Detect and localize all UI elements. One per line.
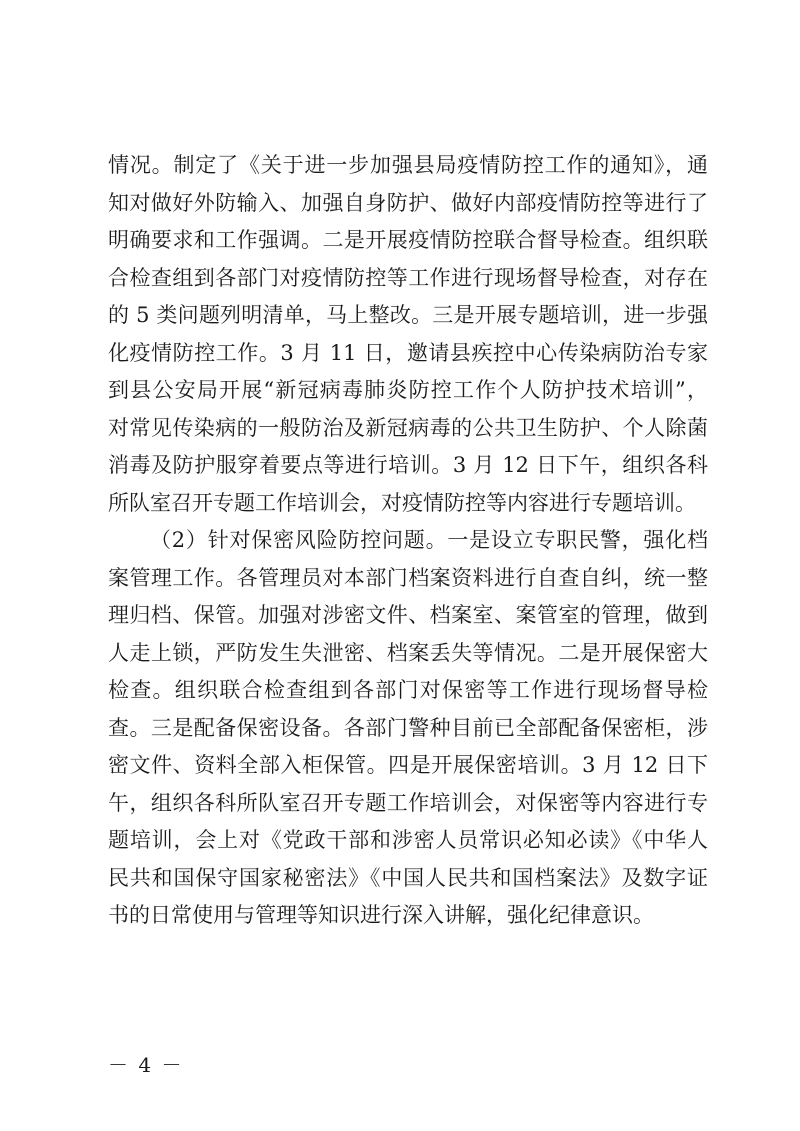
text-line: 情况。制定了《关于进一步加强县局疫情防控工作的通知》，通 xyxy=(108,153,708,177)
text-line: 密文件、资料全部入柜保管。四是开展保密培训。3 月 12 日下 xyxy=(108,753,708,777)
text-line: 化疫情防控工作。3 月 11 日，邀请县疾控中心传染病防治专家 xyxy=(108,340,708,365)
text-line: 所队室召开专题工作培训会，对疫情防控等内容进行专题培训。 xyxy=(108,490,696,515)
text-line: 合检查组到各部门对疫情防控等工作进行现场督导检查，对存在 xyxy=(108,265,708,290)
document-body xyxy=(108,147,708,935)
text-line: 理归档、保管。加强对涉密文件、档案室、案管室的管理，做到 xyxy=(108,603,708,627)
text-line: 查。三是配备保密设备。各部门警种目前已全部配备保密柜，涉 xyxy=(108,715,708,740)
text-line: 明确要求和工作强调。二是开展疫情防控联合督导检查。组织联 xyxy=(108,228,708,252)
text-line: 的 5 类问题列明清单，马上整改。三是开展专题培训，进一步强 xyxy=(108,303,708,327)
text-line: 对常见传染病的一般防治及新冠病毒的公共卫生防护、个人除菌 xyxy=(108,415,708,440)
text-line: 书的日常使用与管理等知识进行深入讲解，强化纪律意识。 xyxy=(108,903,654,927)
paragraph-2 xyxy=(108,522,708,935)
text-line: 到县公安局开展“新冠病毒肺炎防控工作个人防护技术培训”， xyxy=(108,378,708,402)
text-line: 案管理工作。各管理员对本部门档案资料进行自查自纠，统一整 xyxy=(108,565,708,590)
paragraph-1 xyxy=(108,147,708,522)
text-line: 午，组织各科所队室召开专题工作培训会，对保密等内容进行专 xyxy=(108,790,708,815)
page-number: － 4 － xyxy=(108,1053,184,1077)
text-line: 题培训，会上对《党政干部和涉密人员常识必知必读》《中华人 xyxy=(108,828,708,852)
text-line: 民共和国保守国家秘密法》《中国人民共和国档案法》及数字证 xyxy=(108,865,708,890)
text-line: （2）针对保密风险防控问题。一是设立专职民警，强化档 xyxy=(150,528,708,552)
text-line: 消毒及防护服穿着要点等进行培训。3 月 12 日下午，组织各科 xyxy=(108,453,708,477)
text-line: 人走上锁，严防发生失泄密、档案丢失等情况。二是开展保密大 xyxy=(108,640,708,665)
text-line: 检查。组织联合检查组到各部门对保密等工作进行现场督导检 xyxy=(108,678,708,702)
text-line: 知对做好外防输入、加强自身防护、做好内部疫情防控等进行了 xyxy=(108,190,708,215)
